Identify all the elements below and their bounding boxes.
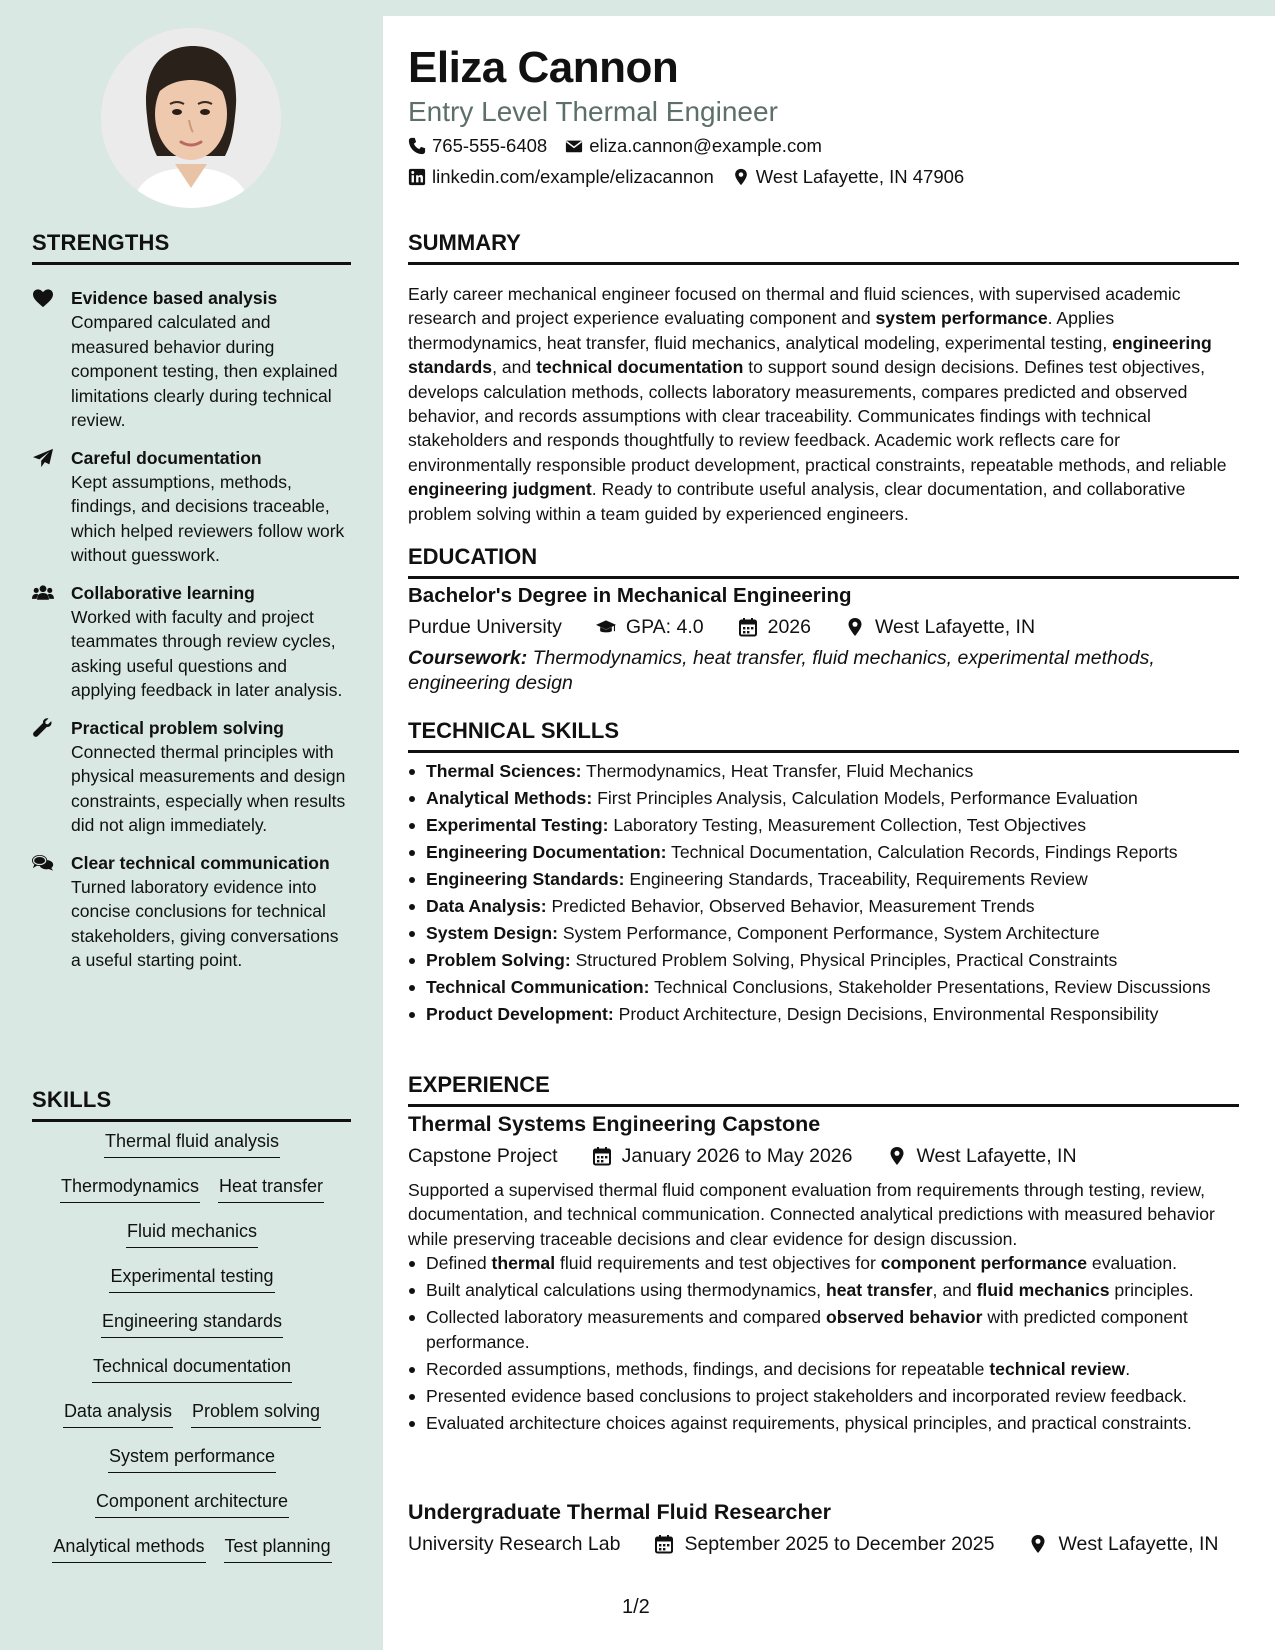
- contact-row: [408, 133, 822, 159]
- skills-cloud: [32, 1128, 352, 1578]
- location-contact: [732, 166, 964, 188]
- list-item: [408, 813, 1243, 838]
- strength-description: Worked with faculty and project teammates through review cycles, asking useful questions and applying feedback in later analysis.: [71, 606, 343, 700]
- bullet-text: with predicted component performance.: [426, 1307, 1188, 1352]
- strength-item: [32, 716, 352, 838]
- skill-row: [32, 1128, 352, 1173]
- list-item: [408, 759, 1243, 784]
- portrait-image: [101, 28, 281, 208]
- skill-category: Engineering Documentation:: [426, 842, 667, 862]
- phone-text: 765-555-6408: [432, 135, 548, 156]
- skill-values: System Performance, Component Performance, System Architecture: [558, 923, 1100, 943]
- bullet-text: Evaluated architecture choices against requirements, physical principles, and practical constraints.: [426, 1412, 1192, 1433]
- list-item: [408, 1305, 1243, 1354]
- coursework-label: Coursework:: [408, 647, 528, 669]
- map-pin-icon: [887, 1146, 907, 1166]
- linkedin-contact[interactable]: [408, 166, 714, 188]
- phone-contact: [408, 135, 547, 157]
- skill-row: [32, 1308, 352, 1353]
- skill-chip: Technical documentation: [92, 1353, 292, 1383]
- strength-description: Turned laboratory evidence into concise conclusions for technical stakeholders, giving conversations a useful starting point.: [71, 876, 339, 970]
- education-meta: [408, 613, 1035, 641]
- strength-item: [32, 581, 352, 703]
- candidate-title: Entry Level Thermal Engineer: [408, 96, 778, 127]
- summary-bold-part: engineering standards: [408, 332, 1212, 378]
- summary-part: , and: [492, 357, 537, 378]
- list-item: [408, 786, 1243, 811]
- candidate-name: Eliza Cannon: [408, 43, 679, 92]
- skill-category: Engineering Standards:: [426, 869, 625, 889]
- skill-category: Product Development:: [426, 1004, 614, 1024]
- list-item: [408, 921, 1243, 946]
- job-organization: Capstone Project: [408, 1144, 558, 1167]
- skill-chip: Component architecture: [95, 1488, 289, 1518]
- strength-item: [32, 446, 352, 568]
- skill-values: Thermodynamics, Heat Transfer, Fluid Mechanics: [581, 761, 974, 781]
- skill-category: Problem Solving:: [426, 950, 571, 970]
- skill-chip: Engineering standards: [101, 1308, 283, 1338]
- heart-icon: [32, 288, 54, 308]
- list-item: [408, 867, 1243, 892]
- job-organization: University Research Lab: [408, 1532, 621, 1555]
- map-pin-icon: [732, 168, 750, 186]
- bullet-bold: component performance: [880, 1253, 1088, 1273]
- calendar-icon: [592, 1146, 612, 1166]
- calendar-icon: [738, 617, 758, 637]
- graduation-year: 2026: [767, 615, 811, 638]
- location-text: West Lafayette, IN 47906: [755, 166, 965, 187]
- skill-row: [32, 1533, 352, 1578]
- bullet-text: Recorded assumptions, methods, findings, and decisions for repeatable: [426, 1358, 990, 1379]
- bullet-bold: observed behavior: [825, 1307, 983, 1327]
- technical-skills-heading: TECHNICAL SKILLS: [408, 718, 1239, 753]
- bullet-text: fluid requirements and test objectives for: [555, 1253, 881, 1273]
- strength-title: Clear technical communication: [71, 852, 330, 873]
- skill-row: [32, 1488, 352, 1533]
- bullet-text: Defined: [426, 1253, 492, 1273]
- skill-row: [32, 1398, 352, 1443]
- top-band: [0, 0, 1275, 16]
- school-location: West Lafayette, IN: [874, 615, 1036, 638]
- strength-description: Connected thermal principles with physical measurements and design constraints, especially when results did not align immediately.: [71, 741, 346, 835]
- summary-bold-part: technical documentation: [536, 357, 744, 378]
- skill-values: Structured Problem Solving, Physical Principles, Practical Constraints: [570, 950, 1118, 970]
- strength-item: [32, 286, 352, 433]
- degree-title: Bachelor's Degree in Mechanical Engineering: [408, 584, 852, 607]
- skill-chip: Fluid mechanics: [126, 1218, 258, 1248]
- calendar-icon: [654, 1534, 674, 1554]
- coursework-text: Thermodynamics, heat transfer, fluid mechanics, experimental methods, engineering design: [408, 647, 1155, 694]
- linkedin-icon: [408, 168, 426, 186]
- page-number: 1/2: [622, 1596, 650, 1618]
- skill-row: [32, 1443, 352, 1488]
- summary-part: to support sound design decisions. Defines test objectives, develops calculation methods, collects laboratory measurements, compares predicted and observed behavior, and records assumptions with clear traceability. Communicates findings with technical stakeholders and responds thoughtfully to review feedback. Academic work reflects care for environmentally responsible product development, practical constraints, repeatable methods, and reliable: [408, 357, 1227, 475]
- summary-part: Early career mechanical engineer focused on thermal and fluid sciences, with supervised academic research and project experience evaluating component and: [408, 284, 1181, 329]
- coursework: [408, 646, 1238, 696]
- list-item: [408, 1357, 1243, 1382]
- experience-heading: EXPERIENCE: [408, 1072, 1239, 1107]
- list-item: [408, 1251, 1243, 1276]
- skill-chip: Experimental testing: [109, 1263, 274, 1293]
- summary-text: [408, 282, 1243, 526]
- list-item: [408, 1278, 1243, 1303]
- skill-chip: Analytical methods: [52, 1533, 205, 1563]
- skill-values: Laboratory Testing, Measurement Collection, Test Objectives: [608, 815, 1087, 835]
- chat-bubbles-icon: [32, 853, 54, 873]
- bullet-bold: heat transfer: [825, 1280, 933, 1300]
- strength-item: [32, 851, 352, 973]
- gpa-text: GPA: 4.0: [625, 615, 704, 638]
- skill-category: Thermal Sciences:: [426, 761, 582, 781]
- strength-title: Practical problem solving: [71, 717, 284, 738]
- skill-chip: Heat transfer: [218, 1173, 324, 1203]
- job-location: West Lafayette, IN: [916, 1144, 1077, 1167]
- skill-chip: Data analysis: [63, 1398, 173, 1428]
- summary-bold-part: engineering judgment: [408, 479, 592, 500]
- skill-values: Technical Conclusions, Stakeholder Presentations, Review Discussions: [649, 977, 1211, 997]
- list-item: [408, 975, 1243, 1000]
- skill-row: [32, 1353, 352, 1398]
- skill-chip: Test planning: [224, 1533, 332, 1563]
- list-item: [408, 1411, 1243, 1436]
- map-pin-icon: [845, 617, 865, 637]
- strength-title: Collaborative learning: [71, 582, 255, 603]
- strengths-list: [32, 286, 352, 986]
- skill-category: System Design:: [426, 923, 558, 943]
- job-title: Thermal Systems Engineering Capstone: [408, 1112, 821, 1136]
- skill-row: [32, 1218, 352, 1263]
- strengths-heading: STRENGTHS: [32, 230, 351, 265]
- skill-row: [32, 1263, 352, 1308]
- job-meta: [408, 1530, 1219, 1558]
- job-bullets: [408, 1251, 1243, 1438]
- job-dates: September 2025 to December 2025: [684, 1532, 995, 1555]
- school-name: Purdue University: [408, 615, 562, 638]
- skill-values: Product Architecture, Design Decisions, Environmental Responsibility: [613, 1004, 1159, 1024]
- list-item: [408, 1002, 1243, 1027]
- strength-title: Careful documentation: [71, 447, 262, 468]
- skill-values: Engineering Standards, Traceability, Requirements Review: [624, 869, 1088, 889]
- skill-category: Data Analysis:: [426, 896, 547, 916]
- education-heading: EDUCATION: [408, 544, 1239, 579]
- skill-chip: Problem solving: [191, 1398, 321, 1428]
- job-dates: January 2026 to May 2026: [621, 1144, 853, 1167]
- job-description: Supported a supervised thermal fluid component evaluation from requirements through testing, review, documentation, and technical communication. Connected analytical predictions with measured behavior while preserving traceable decisions and clear evidence for design discussion.: [408, 1180, 1215, 1249]
- skill-row: [32, 1173, 352, 1218]
- map-pin-icon: [1028, 1534, 1048, 1554]
- list-item: [408, 948, 1243, 973]
- graduation-cap-icon: [596, 617, 616, 637]
- list-item: [408, 894, 1243, 919]
- phone-icon: [408, 137, 426, 155]
- summary-part: . Ready to contribute useful analysis, clear documentation, and collaborative problem solving within a team guided by experienced engineers.: [408, 479, 1186, 524]
- paper-plane-icon: [32, 448, 54, 468]
- skill-chip: Thermal fluid analysis: [104, 1128, 280, 1158]
- bullet-bold: technical review: [989, 1358, 1126, 1379]
- contact-row: [408, 164, 964, 190]
- summary-part: . Applies thermodynamics, heat transfer, fluid mechanics, analytical modeling, experimental testing,: [408, 308, 1115, 353]
- job-location: West Lafayette, IN: [1058, 1532, 1219, 1555]
- bullet-text: principles.: [1109, 1280, 1194, 1300]
- skill-values: First Principles Analysis, Calculation Models, Performance Evaluation: [592, 788, 1138, 808]
- job-meta: [408, 1142, 1077, 1170]
- summary-bold-part: system performance: [875, 308, 1048, 329]
- email-text[interactable]: eliza.cannon@example.com: [589, 135, 822, 156]
- job-title: Undergraduate Thermal Fluid Researcher: [408, 1500, 831, 1524]
- skill-values: Predicted Behavior, Observed Behavior, Measurement Trends: [546, 896, 1035, 916]
- skill-chip: System performance: [108, 1443, 276, 1473]
- skill-category: Technical Communication:: [426, 977, 650, 997]
- bullet-text: Presented evidence based conclusions to project stakeholders and incorporated review feedback.: [426, 1385, 1187, 1406]
- bullet-text: evaluation.: [1087, 1253, 1178, 1273]
- strength-description: Compared calculated and measured behavior during component testing, then explained limitations clearly during technical review.: [71, 312, 338, 430]
- skill-category: Experimental Testing:: [426, 815, 609, 835]
- skill-chip: Thermodynamics: [60, 1173, 200, 1203]
- email-contact[interactable]: [565, 135, 822, 157]
- bullet-text: Collected laboratory measurements and compared: [426, 1307, 826, 1327]
- bullet-bold: fluid mechanics: [976, 1280, 1110, 1300]
- technical-skills-list: [408, 759, 1243, 1029]
- linkedin-text[interactable]: linkedin.com/example/elizacannon: [432, 166, 714, 187]
- skill-category: Analytical Methods:: [426, 788, 593, 808]
- skill-values: Technical Documentation, Calculation Records, Findings Reports: [666, 842, 1178, 862]
- users-icon: [32, 583, 54, 603]
- bullet-bold: thermal: [491, 1253, 556, 1273]
- skills-heading: SKILLS: [32, 1087, 351, 1122]
- strength-title: Evidence based analysis: [71, 288, 278, 308]
- list-item: [408, 1384, 1243, 1409]
- summary-heading: SUMMARY: [408, 230, 1239, 265]
- envelope-icon: [565, 137, 583, 155]
- list-item: [408, 840, 1243, 865]
- bullet-text: , and: [932, 1280, 977, 1300]
- bullet-text: Built analytical calculations using thermodynamics,: [426, 1280, 826, 1300]
- wrench-icon: [32, 718, 54, 738]
- profile-photo: [101, 28, 281, 208]
- bullet-text: .: [1125, 1358, 1131, 1379]
- strength-description: Kept assumptions, methods, findings, and decisions traceable, which helped reviewers follow work without guesswork.: [71, 471, 345, 565]
